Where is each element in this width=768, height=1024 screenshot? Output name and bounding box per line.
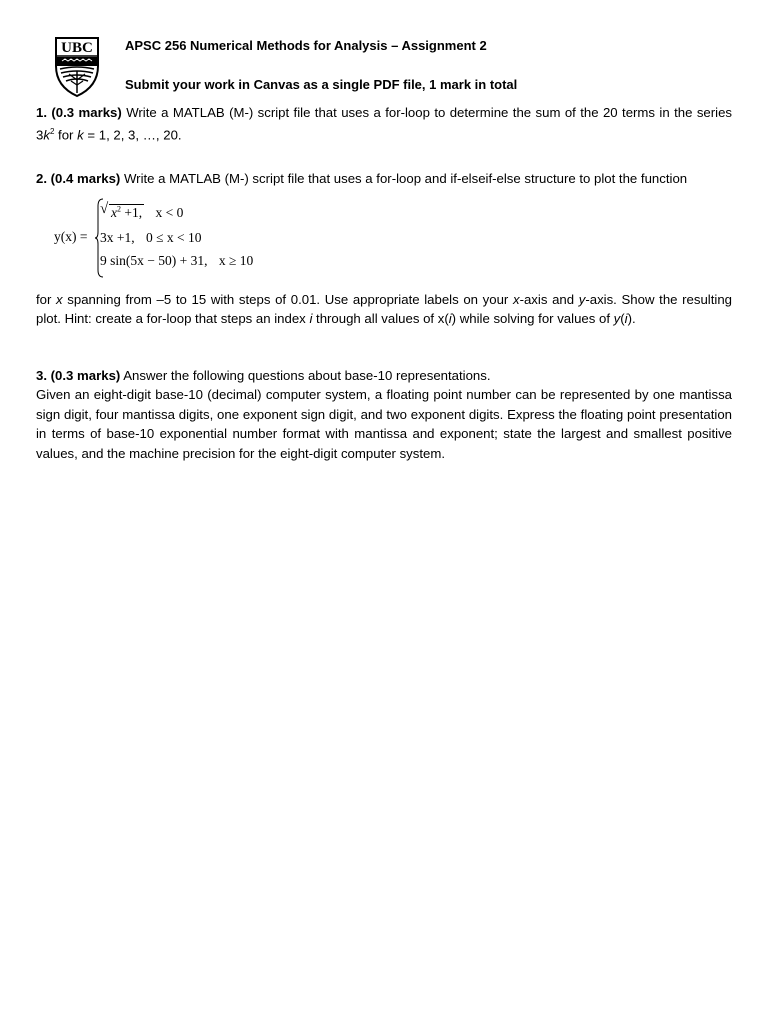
question-1 — [36, 103, 732, 145]
q2-i2: i — [448, 311, 452, 327]
case-3-expr: 9 sin(5x − 50) + 31, — [100, 253, 208, 268]
q1-k2: k — [77, 127, 84, 143]
q1-text-b: for — [54, 127, 78, 143]
q2-after-c: -axis and — [519, 292, 579, 307]
q2-x1: x — [56, 292, 63, 307]
q2-after-h: ). — [627, 311, 636, 327]
q2-after-a: for — [36, 292, 57, 307]
equation-lhs: y(x) = — [54, 229, 88, 244]
case-3-condition: x ≥ 10 — [218, 253, 254, 268]
logo-text: UBC — [61, 40, 93, 56]
q1-text-a: Write a MATLAB (M-) script file that uses a for-loop to determine the sum of the 20 terms in the series 3 — [36, 105, 733, 143]
q2-i3: i — [624, 311, 628, 327]
q2-x2: x — [512, 292, 520, 307]
q1-sup: 2 — [49, 127, 55, 137]
case-2-condition: 0 ≤ x < 10 — [146, 230, 202, 245]
q2-after-b: spanning from –5 to 15 with steps of 0.01. Use appropriate labels on your — [62, 292, 513, 307]
radical-icon: √ — [100, 201, 109, 217]
equation-case-1 — [100, 201, 184, 221]
question-2 — [36, 169, 732, 188]
question-3-intro-line — [36, 366, 732, 385]
q2-after-g: ( — [620, 311, 625, 327]
q2-y1: y — [578, 292, 586, 307]
ubc-crest-icon — [54, 36, 100, 98]
q1-text-c: = 1, 2, 3, …, 20. — [83, 127, 182, 143]
q2-y2: y — [613, 311, 621, 327]
assignment-title: APSC 256 Numerical Methods for Analysis – Assignment 2 — [125, 38, 487, 53]
question-1-label: 1. (0.3 marks) — [36, 105, 122, 120]
equation-case-3 — [100, 253, 253, 269]
equation-case-2 — [100, 230, 202, 246]
ubc-logo — [54, 36, 100, 98]
piecewise-equation — [54, 198, 354, 280]
submission-instructions: Submit your work in Canvas as a single PDF file, 1 mark in total — [125, 77, 518, 92]
case-1-expr: x — [111, 204, 117, 220]
question-2-details — [36, 290, 732, 329]
q3-intro: Answer the following questions about base-10 representations. — [120, 368, 491, 383]
case-2-expr: 3x +1, — [100, 230, 135, 245]
question-2-label: 2. (0.4 marks) — [36, 171, 121, 186]
q1-k1: k — [43, 127, 50, 143]
sqrt-expression — [100, 201, 144, 221]
question-3-label: 3. (0.3 marks) — [36, 368, 121, 383]
q2-after-e: through all values of x( — [312, 311, 449, 327]
q2-i1: i — [309, 311, 313, 327]
q3-body: Given an eight-digit base-10 (decimal) computer system, a floating point number can be represented by one mantissa sign digit, four mantissa digits, one exponent sign digit, and two exponent digits. Express the floating point presentation in terms of base-10 exponential number format with mantissa and exponent; state the largest and smallest positive values, and the machine precision for the eight-digit computer system. — [36, 387, 732, 461]
q2-after-d: -axis. Show the resulting plot. Hint: create a for-loop that steps an index — [36, 292, 732, 327]
q2-after-f: ) while solving for values of — [451, 311, 614, 327]
case-1-condition: x < 0 — [155, 204, 184, 220]
case-1-sup: 2 — [117, 204, 121, 213]
q2-text: Write a MATLAB (M-) script file that uses a for-loop and if-elseif-else structure to plot the function — [120, 171, 688, 186]
question-3 — [36, 366, 732, 463]
case-1-rest: +1, — [121, 204, 143, 220]
